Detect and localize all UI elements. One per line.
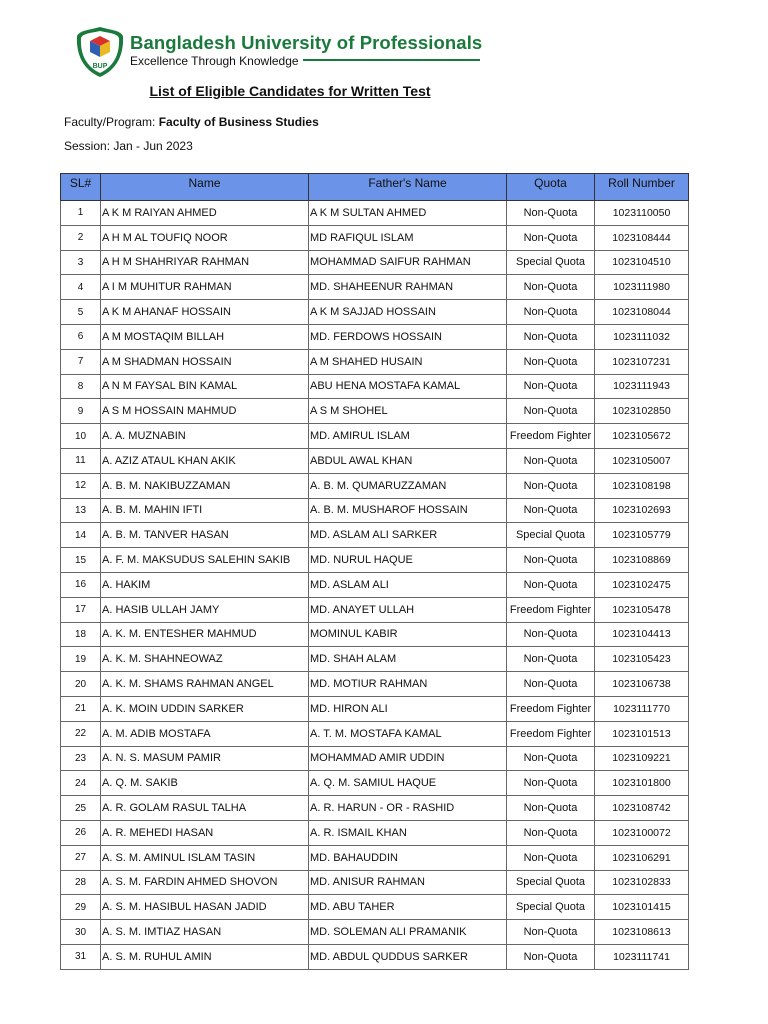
table-row <box>61 201 689 226</box>
table-row <box>61 250 689 275</box>
cell-name: A. HASIB ULLAH JAMY <box>101 597 309 622</box>
table-row <box>61 572 689 597</box>
cell-father-name: A. B. M. QUMARUZZAMAN <box>309 473 507 498</box>
cell-name: A. M. ADIB MOSTAFA <box>101 721 309 746</box>
cell-father-name: MD. SHAH ALAM <box>309 647 507 672</box>
cell-roll-number: 1023105478 <box>595 597 689 622</box>
cell-father-name: MD. ASLAM ALI SARKER <box>309 523 507 548</box>
cell-sl: 12 <box>61 473 101 498</box>
table-row <box>61 548 689 573</box>
cell-father-name: A K M SULTAN AHMED <box>309 201 507 226</box>
cell-father-name: MD. MOTIUR RAHMAN <box>309 672 507 697</box>
table-row <box>61 275 689 300</box>
cell-quota: Non-Quota <box>507 944 595 969</box>
cell-name: A. S. M. RUHUL AMIN <box>101 944 309 969</box>
table-row <box>61 349 689 374</box>
cell-roll-number: 1023110050 <box>595 201 689 226</box>
cell-quota: Non-Quota <box>507 622 595 647</box>
cell-name: A M SHADMAN HOSSAIN <box>101 349 309 374</box>
cell-father-name: MOHAMMAD AMIR UDDIN <box>309 746 507 771</box>
cell-roll-number: 1023102850 <box>595 399 689 424</box>
table-row <box>61 498 689 523</box>
cell-name: A. S. M. AMINUL ISLAM TASIN <box>101 845 309 870</box>
cell-quota: Freedom Fighter <box>507 696 595 721</box>
cell-roll-number: 1023105779 <box>595 523 689 548</box>
cell-sl: 18 <box>61 622 101 647</box>
cell-father-name: MD. ABDUL QUDDUS SARKER <box>309 944 507 969</box>
cell-sl: 13 <box>61 498 101 523</box>
table-row <box>61 746 689 771</box>
table-row <box>61 771 689 796</box>
cell-father-name: MD RAFIQUL ISLAM <box>309 225 507 250</box>
cell-quota: Freedom Fighter <box>507 424 595 449</box>
table-header-row <box>61 174 689 201</box>
cell-name: A H M AL TOUFIQ NOOR <box>101 225 309 250</box>
cell-roll-number: 1023111943 <box>595 374 689 399</box>
cell-father-name: MD. ANISUR RAHMAN <box>309 870 507 895</box>
cell-name: A. B. M. MAHIN IFTI <box>101 498 309 523</box>
cell-roll-number: 1023108613 <box>595 920 689 945</box>
table-row <box>61 920 689 945</box>
cell-roll-number: 1023108869 <box>595 548 689 573</box>
cell-father-name: A. Q. M. SAMIUL HAQUE <box>309 771 507 796</box>
cell-roll-number: 1023101800 <box>595 771 689 796</box>
cell-quota: Freedom Fighter <box>507 721 595 746</box>
table-row <box>61 944 689 969</box>
table-row <box>61 424 689 449</box>
cell-name: A. K. M. ENTESHER MAHMUD <box>101 622 309 647</box>
cell-sl: 19 <box>61 647 101 672</box>
cell-name: A I M MUHITUR RAHMAN <box>101 275 309 300</box>
col-header-father-name: Father's Name <box>309 174 507 201</box>
cell-name: A. S. M. FARDIN AHMED SHOVON <box>101 870 309 895</box>
cell-sl: 22 <box>61 721 101 746</box>
cell-sl: 1 <box>61 201 101 226</box>
cell-father-name: MD. FERDOWS HOSSAIN <box>309 324 507 349</box>
cell-quota: Non-Quota <box>507 498 595 523</box>
university-name: Bangladesh University of Professionals <box>130 32 483 53</box>
cell-quota: Non-Quota <box>507 796 595 821</box>
cell-quota: Non-Quota <box>507 349 595 374</box>
cell-quota: Non-Quota <box>507 572 595 597</box>
university-tagline: Excellence Through Knowledge <box>130 54 303 68</box>
cell-quota: Non-Quota <box>507 201 595 226</box>
cell-roll-number: 1023111770 <box>595 696 689 721</box>
cell-quota: Non-Quota <box>507 920 595 945</box>
table-row <box>61 796 689 821</box>
cell-sl: 7 <box>61 349 101 374</box>
cell-roll-number: 1023102475 <box>595 572 689 597</box>
table-row <box>61 721 689 746</box>
cell-roll-number: 1023111741 <box>595 944 689 969</box>
cell-roll-number: 1023105007 <box>595 448 689 473</box>
cell-quota: Non-Quota <box>507 647 595 672</box>
cell-name: A. S. M. IMTIAZ HASAN <box>101 920 309 945</box>
cell-quota: Non-Quota <box>507 473 595 498</box>
cell-name: A M MOSTAQIM BILLAH <box>101 324 309 349</box>
cell-sl: 14 <box>61 523 101 548</box>
cell-roll-number: 1023102833 <box>595 870 689 895</box>
cell-quota: Special Quota <box>507 870 595 895</box>
cell-name: A. R. MEHEDI HASAN <box>101 820 309 845</box>
faculty-line <box>64 115 319 129</box>
cell-sl: 15 <box>61 548 101 573</box>
cell-father-name: A. B. M. MUSHAROF HOSSAIN <box>309 498 507 523</box>
cell-father-name: A. R. ISMAIL KHAN <box>309 820 507 845</box>
cell-quota: Freedom Fighter <box>507 597 595 622</box>
table-row <box>61 523 689 548</box>
cell-name: A K M RAIYAN AHMED <box>101 201 309 226</box>
cell-quota: Non-Quota <box>507 845 595 870</box>
cell-quota: Non-Quota <box>507 300 595 325</box>
cell-roll-number: 1023109221 <box>595 746 689 771</box>
bup-logo-icon <box>76 26 124 78</box>
cell-father-name: MD. SOLEMAN ALI PRAMANIK <box>309 920 507 945</box>
cell-roll-number: 1023102693 <box>595 498 689 523</box>
cell-father-name: MD. HIRON ALI <box>309 696 507 721</box>
session-line: Session: Jan - Jun 2023 <box>64 139 193 153</box>
cell-father-name: MD. ANAYET ULLAH <box>309 597 507 622</box>
cell-name: A. AZIZ ATAUL KHAN AKIK <box>101 448 309 473</box>
faculty-label: Faculty/Program: <box>64 115 159 129</box>
col-header-quota: Quota <box>507 174 595 201</box>
cell-name: A. A. MUZNABIN <box>101 424 309 449</box>
cell-father-name: MD. SHAHEENUR RAHMAN <box>309 275 507 300</box>
cell-quota: Special Quota <box>507 895 595 920</box>
cell-name: A. F. M. MAKSUDUS SALEHIN SAKIB <box>101 548 309 573</box>
cell-father-name: ABU HENA MOSTAFA KAMAL <box>309 374 507 399</box>
cell-quota: Non-Quota <box>507 771 595 796</box>
cell-father-name: MOMINUL KABIR <box>309 622 507 647</box>
cell-roll-number: 1023111032 <box>595 324 689 349</box>
cell-father-name: MD. ASLAM ALI <box>309 572 507 597</box>
cell-father-name: MD. NURUL HAQUE <box>309 548 507 573</box>
cell-name: A. S. M. HASIBUL HASAN JADID <box>101 895 309 920</box>
cell-name: A N M FAYSAL BIN KAMAL <box>101 374 309 399</box>
cell-sl: 26 <box>61 820 101 845</box>
cell-father-name: A. R. HARUN - OR - RASHID <box>309 796 507 821</box>
cell-name: A. K. M. SHAHNEOWAZ <box>101 647 309 672</box>
cell-name: A. B. M. NAKIBUZZAMAN <box>101 473 309 498</box>
cell-sl: 28 <box>61 870 101 895</box>
table-row <box>61 696 689 721</box>
cell-quota: Non-Quota <box>507 746 595 771</box>
cell-sl: 25 <box>61 796 101 821</box>
col-header-name: Name <box>101 174 309 201</box>
cell-father-name: MD. AMIRUL ISLAM <box>309 424 507 449</box>
cell-father-name: MOHAMMAD SAIFUR RAHMAN <box>309 250 507 275</box>
cell-roll-number: 1023101513 <box>595 721 689 746</box>
cell-father-name: MD. ABU TAHER <box>309 895 507 920</box>
table-row <box>61 473 689 498</box>
faculty-value: Faculty of Business Studies <box>158 115 319 129</box>
table-row <box>61 647 689 672</box>
cell-name: A. K. MOIN UDDIN SARKER <box>101 696 309 721</box>
cell-roll-number: 1023106738 <box>595 672 689 697</box>
candidates-table <box>60 173 689 970</box>
cell-roll-number: 1023105423 <box>595 647 689 672</box>
table-row <box>61 895 689 920</box>
cell-sl: 21 <box>61 696 101 721</box>
cell-sl: 30 <box>61 920 101 945</box>
table-row <box>61 374 689 399</box>
table-row <box>61 399 689 424</box>
cell-quota: Non-Quota <box>507 820 595 845</box>
cell-sl: 5 <box>61 300 101 325</box>
cell-sl: 31 <box>61 944 101 969</box>
cell-roll-number: 1023100072 <box>595 820 689 845</box>
col-header-roll-number: Roll Number <box>595 174 689 201</box>
cell-roll-number: 1023106291 <box>595 845 689 870</box>
cell-quota: Non-Quota <box>507 448 595 473</box>
table-row <box>61 820 689 845</box>
table-row <box>61 448 689 473</box>
cell-roll-number: 1023108198 <box>595 473 689 498</box>
cell-sl: 24 <box>61 771 101 796</box>
document-title: List of Eligible Candidates for Written Test <box>149 83 431 99</box>
table-row <box>61 622 689 647</box>
table-row <box>61 845 689 870</box>
cell-sl: 9 <box>61 399 101 424</box>
cell-quota: Non-Quota <box>507 548 595 573</box>
cell-father-name: A. T. M. MOSTAFA KAMAL <box>309 721 507 746</box>
cell-name: A S M HOSSAIN MAHMUD <box>101 399 309 424</box>
cell-father-name: A M SHAHED HUSAIN <box>309 349 507 374</box>
cell-father-name: MD. BAHAUDDIN <box>309 845 507 870</box>
cell-roll-number: 1023104413 <box>595 622 689 647</box>
cell-roll-number: 1023108044 <box>595 300 689 325</box>
cell-sl: 10 <box>61 424 101 449</box>
cell-sl: 8 <box>61 374 101 399</box>
cell-name: A. K. M. SHAMS RAHMAN ANGEL <box>101 672 309 697</box>
cell-sl: 20 <box>61 672 101 697</box>
cell-roll-number: 1023104510 <box>595 250 689 275</box>
cell-name: A. HAKIM <box>101 572 309 597</box>
cell-quota: Non-Quota <box>507 225 595 250</box>
table-row <box>61 225 689 250</box>
cell-name: A. Q. M. SAKIB <box>101 771 309 796</box>
table-row <box>61 597 689 622</box>
cell-roll-number: 1023111980 <box>595 275 689 300</box>
cell-name: A. R. GOLAM RASUL TALHA <box>101 796 309 821</box>
cell-name: A K M AHANAF HOSSAIN <box>101 300 309 325</box>
table-row <box>61 324 689 349</box>
cell-sl: 4 <box>61 275 101 300</box>
cell-quota: Special Quota <box>507 250 595 275</box>
cell-roll-number: 1023108742 <box>595 796 689 821</box>
cell-sl: 16 <box>61 572 101 597</box>
cell-quota: Non-Quota <box>507 672 595 697</box>
cell-quota: Special Quota <box>507 523 595 548</box>
cell-quota: Non-Quota <box>507 324 595 349</box>
cell-name: A. N. S. MASUM PAMIR <box>101 746 309 771</box>
table-row <box>61 870 689 895</box>
col-header-sl: SL# <box>61 174 101 201</box>
cell-name: A. B. M. TANVER HASAN <box>101 523 309 548</box>
cell-roll-number: 1023101415 <box>595 895 689 920</box>
cell-sl: 27 <box>61 845 101 870</box>
document-header <box>76 26 496 82</box>
logo-text: BUP <box>92 63 108 70</box>
cell-quota: Non-Quota <box>507 399 595 424</box>
cell-father-name: A S M SHOHEL <box>309 399 507 424</box>
table-row <box>61 672 689 697</box>
cell-name: A H M SHAHRIYAR RAHMAN <box>101 250 309 275</box>
cell-sl: 23 <box>61 746 101 771</box>
cell-sl: 6 <box>61 324 101 349</box>
cell-quota: Non-Quota <box>507 275 595 300</box>
cell-sl: 11 <box>61 448 101 473</box>
table-row <box>61 300 689 325</box>
cell-sl: 3 <box>61 250 101 275</box>
cell-sl: 29 <box>61 895 101 920</box>
cell-roll-number: 1023107231 <box>595 349 689 374</box>
cell-quota: Non-Quota <box>507 374 595 399</box>
cell-sl: 2 <box>61 225 101 250</box>
cell-father-name: A K M SAJJAD HOSSAIN <box>309 300 507 325</box>
cell-roll-number: 1023105672 <box>595 424 689 449</box>
cell-sl: 17 <box>61 597 101 622</box>
cell-roll-number: 1023108444 <box>595 225 689 250</box>
cell-father-name: ABDUL AWAL KHAN <box>309 448 507 473</box>
